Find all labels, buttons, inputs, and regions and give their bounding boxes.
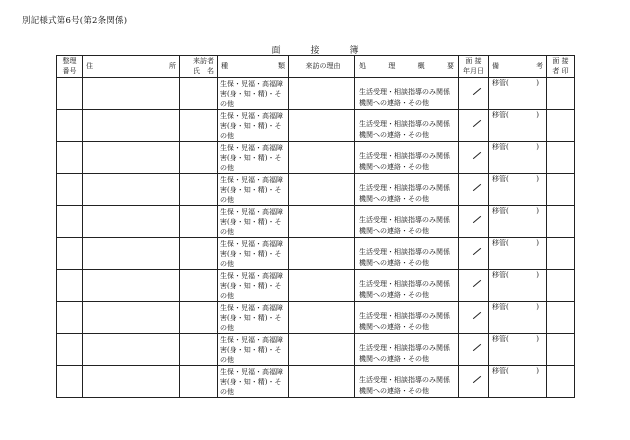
- interviewer-seal-cell[interactable]: [547, 142, 575, 174]
- reason-cell[interactable]: [289, 110, 355, 142]
- remarks-cell[interactable]: 移管( ): [489, 302, 547, 334]
- handling-cell[interactable]: 生活受理・相談指導のみ関係機関への連絡・その他: [355, 174, 459, 206]
- visitor-name-cell[interactable]: [180, 334, 218, 366]
- header-interviewer: 面 接 者 印: [547, 56, 575, 78]
- address-cell[interactable]: [83, 366, 180, 398]
- remarks-cell[interactable]: 移管( ): [489, 142, 547, 174]
- handling-cell[interactable]: 生活受理・相談指導のみ関係機関への連絡・その他: [355, 270, 459, 302]
- remarks-cell[interactable]: 移管( ): [489, 238, 547, 270]
- visitor-name-cell[interactable]: [180, 302, 218, 334]
- date-cell[interactable]: [459, 270, 489, 302]
- interviewer-seal-cell[interactable]: [547, 238, 575, 270]
- reason-cell[interactable]: [289, 302, 355, 334]
- header-number: 整理 番号: [57, 56, 83, 78]
- table-row: [57, 334, 575, 366]
- date-slash: [473, 376, 481, 383]
- number-cell[interactable]: [57, 110, 83, 142]
- date-cell[interactable]: [459, 110, 489, 142]
- kind-cell[interactable]: 生保・児福・高福障害(身・知・精)・その他: [218, 366, 289, 398]
- address-cell[interactable]: [83, 174, 180, 206]
- header-kind: 種 類: [218, 56, 289, 78]
- table-row: [57, 366, 575, 398]
- remarks-cell[interactable]: 移管( ): [489, 110, 547, 142]
- table-row: [57, 206, 575, 238]
- date-cell[interactable]: [459, 334, 489, 366]
- reason-cell[interactable]: [289, 174, 355, 206]
- address-cell[interactable]: [83, 238, 180, 270]
- handling-cell[interactable]: 生活受理・相談指導のみ関係機関への連絡・その他: [355, 206, 459, 238]
- date-cell[interactable]: [459, 78, 489, 110]
- kind-cell[interactable]: 生保・児福・高福障害(身・知・精)・その他: [218, 174, 289, 206]
- remarks-cell[interactable]: 移管( ): [489, 78, 547, 110]
- handling-cell[interactable]: 生活受理・相談指導のみ関係機関への連絡・その他: [355, 78, 459, 110]
- kind-cell[interactable]: 生保・児福・高福障害(身・知・精)・その他: [218, 270, 289, 302]
- number-cell[interactable]: [57, 366, 83, 398]
- reason-cell[interactable]: [289, 78, 355, 110]
- header-address: 住 所: [83, 56, 180, 78]
- reason-cell[interactable]: [289, 334, 355, 366]
- handling-cell[interactable]: 生活受理・相談指導のみ関係機関への連絡・その他: [355, 110, 459, 142]
- date-slash: [473, 312, 481, 319]
- date-slash: [473, 344, 481, 351]
- table-row: [57, 142, 575, 174]
- header-reason: 来訪の理由: [289, 56, 355, 78]
- handling-cell[interactable]: 生活受理・相談指導のみ関係機関への連絡・その他: [355, 142, 459, 174]
- reason-cell[interactable]: [289, 238, 355, 270]
- visitor-name-cell[interactable]: [180, 142, 218, 174]
- date-cell[interactable]: [459, 142, 489, 174]
- date-cell[interactable]: [459, 174, 489, 206]
- number-cell[interactable]: [57, 78, 83, 110]
- form-caption: 別記様式第6号(第2条関係): [22, 16, 128, 26]
- address-cell[interactable]: [83, 334, 180, 366]
- address-cell[interactable]: [83, 78, 180, 110]
- number-cell[interactable]: [57, 174, 83, 206]
- date-cell[interactable]: [459, 238, 489, 270]
- table-row: [57, 110, 575, 142]
- table-row: [57, 78, 575, 110]
- interviewer-seal-cell[interactable]: [547, 334, 575, 366]
- header-remarks: 備 考: [489, 56, 547, 78]
- visitor-name-cell[interactable]: [180, 270, 218, 302]
- kind-cell[interactable]: 生保・児福・高福障害(身・知・精)・その他: [218, 142, 289, 174]
- header-row: [57, 56, 575, 78]
- date-slash: [473, 216, 481, 223]
- address-cell[interactable]: [83, 142, 180, 174]
- visitor-name-cell[interactable]: [180, 174, 218, 206]
- address-cell[interactable]: [83, 302, 180, 334]
- date-slash: [473, 248, 481, 255]
- remarks-cell[interactable]: 移管( ): [489, 366, 547, 398]
- header-handling: 処 理 概 要: [355, 56, 459, 78]
- interviewer-seal-cell[interactable]: [547, 206, 575, 238]
- address-cell[interactable]: [83, 206, 180, 238]
- date-slash: [473, 184, 481, 191]
- date-slash: [473, 280, 481, 287]
- kind-cell[interactable]: 生保・児福・高福障害(身・知・精)・その他: [218, 110, 289, 142]
- date-cell[interactable]: [459, 366, 489, 398]
- table-row: [57, 270, 575, 302]
- interviewer-seal-cell[interactable]: [547, 302, 575, 334]
- interviewer-seal-cell[interactable]: [547, 174, 575, 206]
- handling-cell[interactable]: 生活受理・相談指導のみ関係機関への連絡・その他: [355, 366, 459, 398]
- kind-cell[interactable]: 生保・児福・高福障害(身・知・精)・その他: [218, 302, 289, 334]
- header-visitor: 来訪者 氏 名: [180, 56, 218, 78]
- kind-cell[interactable]: 生保・児福・高福障害(身・知・精)・その他: [218, 78, 289, 110]
- visitor-name-cell[interactable]: [180, 206, 218, 238]
- table-row: [57, 174, 575, 206]
- date-cell[interactable]: [459, 302, 489, 334]
- visitor-name-cell[interactable]: [180, 78, 218, 110]
- remarks-cell[interactable]: 移管( ): [489, 174, 547, 206]
- remarks-cell[interactable]: 移管( ): [489, 270, 547, 302]
- number-cell[interactable]: [57, 142, 83, 174]
- reason-cell[interactable]: [289, 142, 355, 174]
- reason-cell[interactable]: [289, 270, 355, 302]
- interviewer-seal-cell[interactable]: [547, 270, 575, 302]
- date-slash: [473, 120, 481, 127]
- reason-cell[interactable]: [289, 206, 355, 238]
- kind-cell[interactable]: 生保・児福・高福障害(身・知・精)・その他: [218, 334, 289, 366]
- table-row: [57, 302, 575, 334]
- address-cell[interactable]: [83, 270, 180, 302]
- number-cell[interactable]: [57, 270, 83, 302]
- interviewer-seal-cell[interactable]: [547, 78, 575, 110]
- date-slash: [473, 152, 481, 159]
- number-cell[interactable]: [57, 302, 83, 334]
- handling-cell[interactable]: 生活受理・相談指導のみ関係機関への連絡・その他: [355, 302, 459, 334]
- number-cell[interactable]: [57, 206, 83, 238]
- handling-cell[interactable]: 生活受理・相談指導のみ関係機関への連絡・その他: [355, 334, 459, 366]
- remarks-cell[interactable]: 移管( ): [489, 334, 547, 366]
- address-cell[interactable]: [83, 110, 180, 142]
- header-date: 面 接 年月日: [459, 56, 489, 78]
- remarks-cell[interactable]: 移管( ): [489, 206, 547, 238]
- kind-cell[interactable]: 生保・児福・高福障害(身・知・精)・その他: [218, 206, 289, 238]
- number-cell[interactable]: [57, 334, 83, 366]
- table-row: [57, 238, 575, 270]
- visitor-name-cell[interactable]: [180, 238, 218, 270]
- interview-ledger-table: [56, 55, 575, 398]
- number-cell[interactable]: [57, 238, 83, 270]
- date-slash: [473, 88, 481, 95]
- kind-cell[interactable]: 生保・児福・高福障害(身・知・精)・その他: [218, 238, 289, 270]
- reason-cell[interactable]: [289, 366, 355, 398]
- date-cell[interactable]: [459, 206, 489, 238]
- visitor-name-cell[interactable]: [180, 110, 218, 142]
- visitor-name-cell[interactable]: [180, 366, 218, 398]
- interviewer-seal-cell[interactable]: [547, 110, 575, 142]
- interviewer-seal-cell[interactable]: [547, 366, 575, 398]
- handling-cell[interactable]: 生活受理・相談指導のみ関係機関への連絡・その他: [355, 238, 459, 270]
- form-title: 面接簿: [271, 46, 389, 56]
